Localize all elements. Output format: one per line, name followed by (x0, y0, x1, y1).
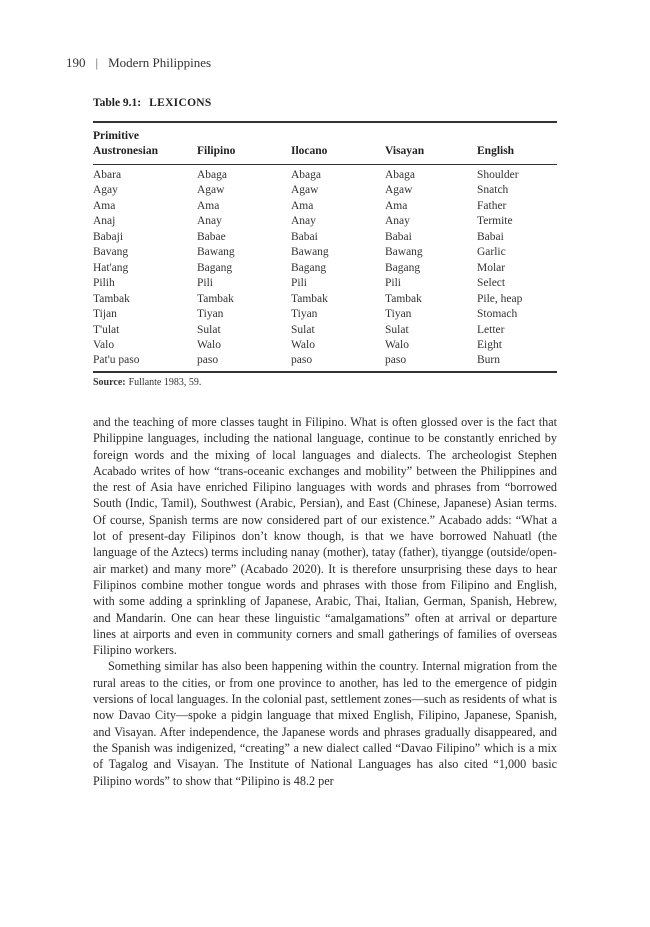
cell-austronesian: Hat'ang (93, 261, 129, 274)
cell-english: Termite (477, 215, 513, 228)
table-row (93, 199, 557, 214)
cell-visayan: Anay (385, 215, 410, 228)
table-row (93, 261, 557, 276)
cell-visayan: Walo (385, 338, 409, 351)
cell-ilocano: Ama (291, 199, 314, 212)
table-row (93, 353, 557, 368)
table-row (93, 323, 557, 338)
cell-austronesian: Abara (93, 169, 122, 181)
cell-ilocano: Bawang (291, 246, 329, 259)
table-body (93, 159, 557, 369)
cell-filipino: Bawang (197, 246, 235, 259)
cell-english: Shoulder (477, 169, 519, 181)
cell-filipino: paso (197, 354, 219, 367)
header-line: Primitive (93, 130, 139, 142)
source-text: Fullante 1983, 59. (128, 377, 202, 388)
cell-austronesian: Agay (93, 184, 118, 197)
header-line: Austronesian (93, 145, 158, 157)
table-row (93, 230, 557, 245)
table-row (93, 307, 557, 322)
cell-ilocano: Agaw (291, 184, 319, 197)
page-number: 190 (66, 55, 86, 70)
cell-english: Select (477, 277, 506, 290)
column-header-visayan: Visayan (385, 145, 425, 157)
cell-filipino: Walo (197, 338, 221, 351)
cell-ilocano: Babai (291, 230, 318, 243)
running-head-separator: | (95, 55, 99, 70)
cell-english: Letter (477, 323, 505, 336)
cell-filipino: Agaw (197, 184, 225, 197)
cell-austronesian: T'ulat (93, 323, 120, 336)
column-header-ilocano: Ilocano (291, 145, 328, 157)
table-row (93, 214, 557, 229)
table-top-rule (93, 121, 557, 123)
cell-visayan: Ama (385, 199, 408, 212)
table-row (93, 245, 557, 260)
table-row (93, 183, 557, 198)
cell-ilocano: Anay (291, 215, 316, 228)
column-header-filipino: Filipino (197, 145, 236, 157)
cell-visayan: Bawang (385, 246, 423, 259)
cell-english: Molar (477, 261, 506, 274)
cell-austronesian: Tambak (93, 292, 130, 305)
column-header-austronesian (93, 127, 197, 159)
cell-visayan: Sulat (385, 323, 409, 336)
cell-filipino: Sulat (197, 323, 221, 336)
cell-visayan: Tambak (385, 292, 422, 305)
cell-english: Father (477, 199, 507, 212)
cell-filipino: Tiyan (197, 308, 224, 321)
cell-english: Stomach (477, 308, 518, 321)
cell-english: Babai (477, 230, 504, 243)
cell-visayan: Pili (385, 277, 401, 290)
cell-filipino: Ama (197, 199, 220, 212)
cell-ilocano: Walo (291, 338, 315, 351)
cell-austronesian: Bavang (93, 246, 129, 259)
cell-ilocano: Abaga (291, 169, 322, 181)
table-header-row (93, 127, 557, 159)
cell-english: Burn (477, 354, 500, 367)
cell-austronesian: Tijan (93, 308, 117, 321)
table-row (93, 276, 557, 291)
column-header-english: English (477, 145, 515, 157)
table-row (93, 159, 557, 183)
cell-austronesian: Anaj (93, 215, 116, 228)
cell-filipino: Babae (197, 230, 226, 243)
cell-ilocano: Tiyan (291, 308, 318, 321)
cell-ilocano: paso (291, 354, 313, 367)
cell-filipino: Abaga (197, 169, 228, 181)
cell-ilocano: Pili (291, 277, 307, 290)
paragraph: Something similar has also been happening within the country. Internal migration from the rural areas to the cities, or from one province to another, has led to the emergence of pidgin versions of local languages. In the colonial past, settlement zones—such as residents of what is now Davao City—spoke a pidgin language that mixed English, Filipino, Japanese, Spanish, and Visayan. After independence, the Japanese words and phrases gradually disappeared, and the Spanish was indigenized, “creating” a new dialect called “Davao Filipino” which is a mix of Tagalog and Visayan. The Institute of National Languages has also cited “1,000 basic Pilipino words” to show that “Pilipino is 48.2 per (93, 659, 557, 788)
cell-ilocano: Tambak (291, 292, 328, 305)
paragraph: and the teaching of more classes taught in Filipino. What is often glossed over is the fact that Philippine languages, including the national language, continue to be constantly enriched by foreign words and the mixing of local languages and dialects. The archeologist Stephen Acabado writes of how “trans-oceanic exchanges and mobility” between the Philippines and the rest of Asia have enriched Filipino languages with words and phrases from “borrowed South (Indic, Tamil), Southwest (Arabic, Persian), and East (Chinese, Japanese) Asian terms. Of course, Spanish terms are now considered part of our existence.” Acabado adds: “What a lot of present-day Filipinos don’t know though, is that we have borrowed Nahuatl (the language of the Aztecs) terms including nanay (mother), tatay (father), tiyangge (outside/open-air market) and many more” (Acabado 2020). It is therefore unsurprising these days to hear Filipinos combine mother tongue words and phrases with those from Filipino and English, with some adding a sprinkling of Japanese, Arabic, Thai, Italian, German, Spanish, Hebrew, and Mandarin. One can hear these linguistic “amalgamations” often at arrival or departure lines at airports and even in community corners and small gatherings of families of overseas Filipino workers. (93, 415, 557, 658)
table-bottom-rule (93, 371, 557, 373)
table-row (93, 338, 557, 353)
table-caption (93, 97, 212, 109)
cell-visayan: paso (385, 354, 407, 367)
table-title: LEXICONS (149, 97, 212, 109)
cell-visayan: Bagang (385, 261, 421, 274)
cell-austronesian: Babaji (93, 230, 124, 243)
cell-english: Garlic (477, 246, 506, 259)
cell-visayan: Babai (385, 230, 412, 243)
cell-austronesian: Ama (93, 199, 116, 212)
cell-filipino: Anay (197, 215, 222, 228)
cell-visayan: Agaw (385, 184, 413, 197)
source-label: Source: (93, 377, 126, 388)
cell-english: Pile, heap (477, 292, 523, 305)
running-head (66, 55, 211, 71)
table-row (93, 292, 557, 307)
cell-austronesian: Pilih (93, 277, 115, 290)
cell-ilocano: Sulat (291, 323, 315, 336)
cell-ilocano: Bagang (291, 261, 327, 274)
cell-english: Eight (477, 338, 502, 351)
cell-filipino: Bagang (197, 261, 233, 274)
body-text (93, 414, 557, 789)
book-title: Modern Philippines (108, 55, 212, 70)
table-label: Table 9.1: (93, 97, 142, 109)
cell-visayan: Abaga (385, 169, 416, 181)
cell-austronesian: Valo (93, 338, 115, 351)
cell-english: Snatch (477, 184, 509, 197)
cell-filipino: Tambak (197, 292, 234, 305)
cell-filipino: Pili (197, 277, 213, 290)
lexicons-table (93, 127, 557, 369)
table-source (93, 377, 201, 388)
cell-visayan: Tiyan (385, 308, 412, 321)
cell-austronesian: Pat'u paso (93, 354, 140, 367)
